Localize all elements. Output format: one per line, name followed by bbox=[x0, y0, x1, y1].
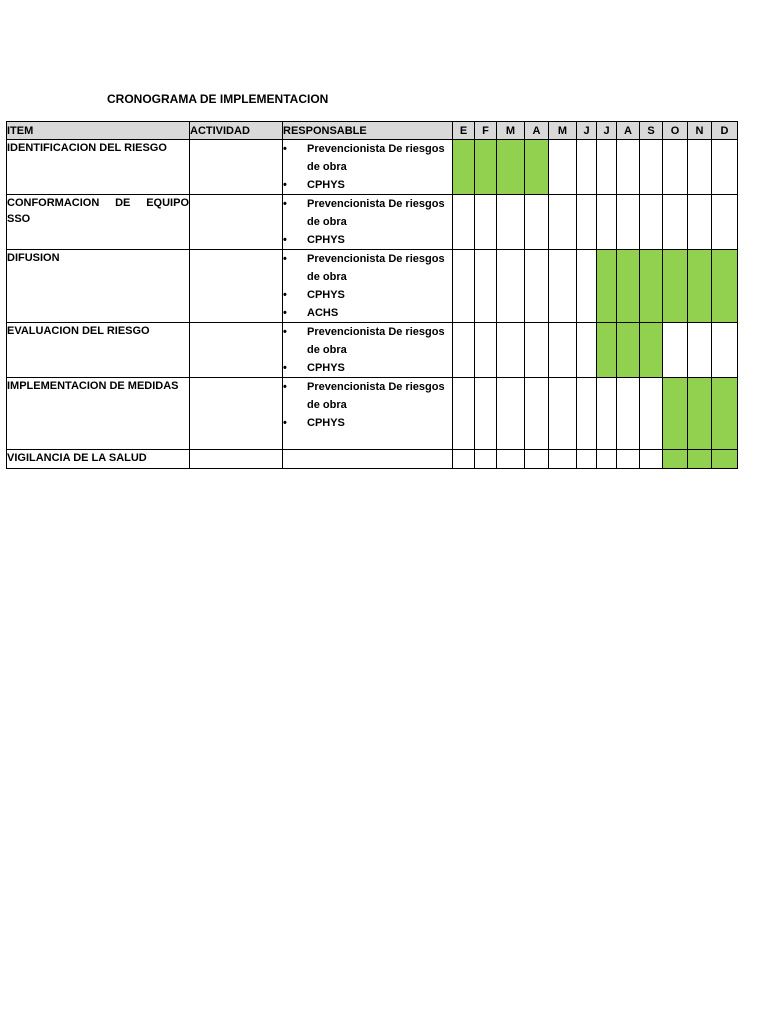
schedule-cell bbox=[597, 378, 617, 450]
schedule-cell bbox=[688, 140, 712, 195]
header-month: D bbox=[712, 122, 738, 140]
schedule-cell-active bbox=[688, 450, 712, 469]
schedule-cell-active bbox=[712, 450, 738, 469]
schedule-cell bbox=[453, 250, 475, 323]
item-cell: IDENTIFICACION DEL RIESGO bbox=[7, 140, 190, 195]
responsible-list bbox=[283, 195, 452, 249]
schedule-cell bbox=[549, 140, 577, 195]
schedule-cell bbox=[712, 195, 738, 250]
schedule-cell-active bbox=[688, 250, 712, 323]
responsible-item: • Prevencionista De riesgos de obra bbox=[283, 323, 452, 359]
header-month: J bbox=[577, 122, 597, 140]
schedule-cell bbox=[617, 195, 640, 250]
schedule-cell-active bbox=[497, 140, 525, 195]
responsible-item: • Prevencionista De riesgos de obra bbox=[283, 250, 452, 286]
schedule-cell bbox=[475, 323, 497, 378]
responsible-list bbox=[283, 140, 452, 194]
responsible-list bbox=[283, 323, 452, 377]
schedule-cell-active bbox=[663, 378, 688, 450]
header-month: A bbox=[617, 122, 640, 140]
schedule-table bbox=[6, 121, 738, 469]
header-activity: ACTIVIDAD bbox=[190, 122, 283, 140]
header-month: N bbox=[688, 122, 712, 140]
schedule-cell bbox=[475, 378, 497, 450]
schedule-cell-active bbox=[640, 250, 663, 323]
schedule-cell bbox=[453, 195, 475, 250]
schedule-cell bbox=[617, 378, 640, 450]
activity-cell bbox=[190, 250, 283, 323]
responsible-cell bbox=[283, 195, 453, 250]
responsible-item: • CPHYS bbox=[283, 176, 452, 194]
schedule-cell bbox=[549, 250, 577, 323]
activity-cell bbox=[190, 323, 283, 378]
header-month: F bbox=[475, 122, 497, 140]
table-row bbox=[7, 140, 738, 195]
schedule-cell bbox=[640, 450, 663, 469]
schedule-cell-active bbox=[712, 250, 738, 323]
schedule-cell bbox=[453, 323, 475, 378]
header-month: O bbox=[663, 122, 688, 140]
schedule-cell-active bbox=[453, 140, 475, 195]
schedule-cell bbox=[663, 140, 688, 195]
schedule-cell bbox=[712, 140, 738, 195]
schedule-cell bbox=[497, 195, 525, 250]
page-title: CRONOGRAMA DE IMPLEMENTACION bbox=[107, 92, 329, 106]
responsible-item: • Prevencionista De riesgos de obra bbox=[283, 140, 452, 176]
responsible-cell bbox=[283, 250, 453, 323]
schedule-cell bbox=[640, 140, 663, 195]
activity-cell bbox=[190, 140, 283, 195]
header-month: A bbox=[525, 122, 549, 140]
responsible-item: • ACHS bbox=[283, 304, 452, 322]
header-month: M bbox=[497, 122, 525, 140]
header-month: E bbox=[453, 122, 475, 140]
activity-cell bbox=[190, 450, 283, 469]
schedule-cell-active bbox=[597, 323, 617, 378]
schedule-cell bbox=[453, 378, 475, 450]
schedule-cell bbox=[497, 450, 525, 469]
item-cell: IMPLEMENTACION DE MEDIDAS bbox=[7, 378, 190, 450]
responsible-item: • CPHYS bbox=[283, 231, 452, 249]
responsible-item: • Prevencionista De riesgos de obra bbox=[283, 378, 452, 414]
item-cell: EVALUACION DEL RIESGO bbox=[7, 323, 190, 378]
responsible-item: • CPHYS bbox=[283, 286, 452, 304]
schedule-cell bbox=[475, 450, 497, 469]
schedule-cell bbox=[497, 323, 525, 378]
schedule-cell bbox=[663, 195, 688, 250]
schedule-cell bbox=[525, 378, 549, 450]
schedule-cell-active bbox=[688, 378, 712, 450]
schedule-cell bbox=[688, 323, 712, 378]
header-row bbox=[7, 122, 738, 140]
responsible-cell bbox=[283, 323, 453, 378]
table-row bbox=[7, 323, 738, 378]
schedule-cell bbox=[617, 450, 640, 469]
schedule-cell bbox=[453, 450, 475, 469]
schedule-cell bbox=[577, 323, 597, 378]
schedule-cell-active bbox=[663, 450, 688, 469]
schedule-cell bbox=[475, 250, 497, 323]
item-cell: CONFORMACION DE EQUIPO SSO bbox=[7, 195, 190, 250]
schedule-cell-active bbox=[475, 140, 497, 195]
schedule-cell-active bbox=[617, 323, 640, 378]
schedule-cell-active bbox=[597, 250, 617, 323]
header-month: M bbox=[549, 122, 577, 140]
responsible-item: • CPHYS bbox=[283, 414, 452, 432]
responsible-item: • Prevencionista De riesgos de obra bbox=[283, 195, 452, 231]
schedule-cell-active bbox=[525, 140, 549, 195]
header-month: S bbox=[640, 122, 663, 140]
schedule-cell bbox=[577, 450, 597, 469]
schedule-cell bbox=[525, 195, 549, 250]
activity-cell bbox=[190, 195, 283, 250]
responsible-cell bbox=[283, 450, 453, 469]
schedule-cell-active bbox=[712, 378, 738, 450]
schedule-cell bbox=[617, 140, 640, 195]
schedule-cell bbox=[549, 450, 577, 469]
schedule-cell bbox=[549, 323, 577, 378]
schedule-cell bbox=[663, 323, 688, 378]
responsible-item: • CPHYS bbox=[283, 359, 452, 377]
schedule-cell bbox=[577, 140, 597, 195]
table-row bbox=[7, 450, 738, 469]
schedule-cell-active bbox=[663, 250, 688, 323]
schedule-cell-active bbox=[617, 250, 640, 323]
responsible-list bbox=[283, 250, 452, 322]
responsible-cell bbox=[283, 140, 453, 195]
schedule-cell bbox=[475, 195, 497, 250]
schedule-cell bbox=[549, 195, 577, 250]
header-responsible: RESPONSABLE bbox=[283, 122, 453, 140]
item-cell: DIFUSION bbox=[7, 250, 190, 323]
schedule-cell bbox=[712, 323, 738, 378]
header-item: ITEM bbox=[7, 122, 190, 140]
header-month: J bbox=[597, 122, 617, 140]
schedule-cell bbox=[525, 250, 549, 323]
schedule-cell bbox=[688, 195, 712, 250]
schedule-cell bbox=[577, 195, 597, 250]
schedule-cell bbox=[597, 140, 617, 195]
schedule-cell bbox=[525, 450, 549, 469]
schedule-cell bbox=[549, 378, 577, 450]
schedule-cell bbox=[597, 195, 617, 250]
schedule-cell bbox=[497, 250, 525, 323]
schedule-cell bbox=[640, 195, 663, 250]
schedule-cell bbox=[525, 323, 549, 378]
activity-cell bbox=[190, 378, 283, 450]
schedule-cell bbox=[597, 450, 617, 469]
schedule-cell-active bbox=[640, 323, 663, 378]
schedule-cell bbox=[577, 378, 597, 450]
responsible-cell bbox=[283, 378, 453, 450]
table-row bbox=[7, 250, 738, 323]
table-row bbox=[7, 195, 738, 250]
responsible-list bbox=[283, 378, 452, 432]
schedule-cell bbox=[497, 378, 525, 450]
schedule-cell bbox=[577, 250, 597, 323]
item-cell: VIGILANCIA DE LA SALUD bbox=[7, 450, 190, 469]
table-row bbox=[7, 378, 738, 450]
schedule-cell bbox=[640, 378, 663, 450]
